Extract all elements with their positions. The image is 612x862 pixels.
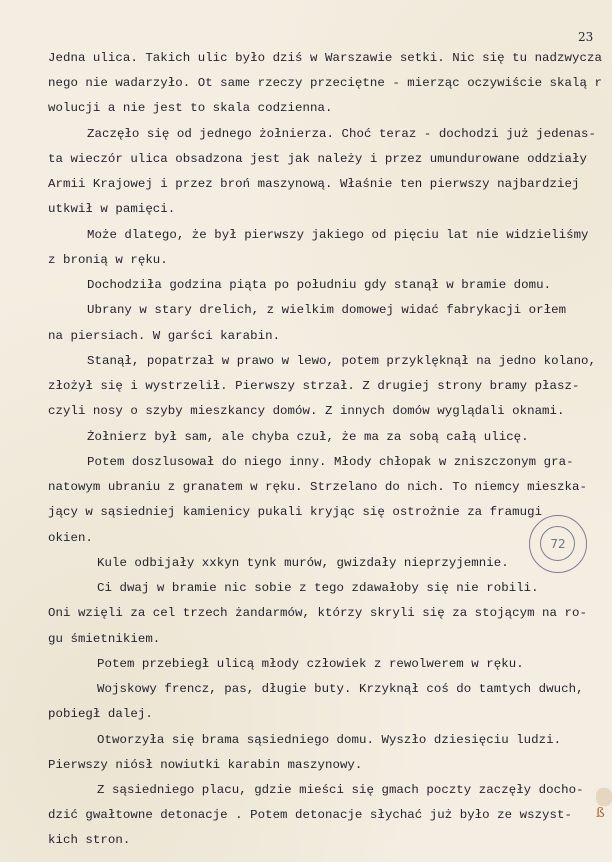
text-line: okien. [48, 531, 93, 545]
text-line: wolucji a nie jest to skala codzienna. [48, 101, 333, 115]
margin-mark: ß [596, 806, 605, 821]
paper-stain [596, 788, 612, 806]
archive-stamp [529, 515, 587, 573]
text-line: Stanął, popatrzał w prawo w lewo, potem przyklęknął na jedno kolano, [87, 354, 597, 368]
text-line: ta wieczór ulica obsadzona jest jak należy i przez umundurowane oddziały [48, 152, 587, 166]
text-line: natowym ubraniu z granatem w ręku. Strzelano do nich. To niemcy mieszka- [48, 480, 587, 494]
text-line: Wojskowy frencz, pas, długie buty. Krzyknął coś do tamtych dwuch, [97, 682, 584, 696]
text-line: na piersiach. W garści karabin. [48, 329, 281, 343]
text-line: z bronią w ręku. [48, 253, 168, 267]
text-line: kich stron. [48, 833, 131, 847]
text-line: gu śmietnikiem. [48, 632, 161, 646]
stamp-number: 72 [550, 537, 566, 551]
page-number: 23 [578, 30, 594, 44]
text-line: Ci dwaj w bramie nic sobie z tego zdawałoby się nie robili. [97, 581, 539, 595]
text-line: złożył się i wystrzelił. Pierwszy strzał. Z drugiej strony bramy płasz- [48, 379, 580, 393]
text-line: Jedna ulica. Takich ulic było dziś w Warszawie setki. Nic się tu nadzwycza [48, 51, 602, 65]
text-line: utkwił w pamięci. [48, 202, 176, 216]
text-line: Żołnierz był sam, ale chyba czuł, że ma za sobą całą ulicę. [87, 430, 529, 444]
text-line: Oni wzięli za cel trzech żandarmów, którzy skryli się za stojącym na ro- [48, 606, 587, 620]
text-line: Potem doszlusował do niego inny. Młody chłopak w zniszczonym gra- [87, 455, 574, 469]
text-line: Zaczęło się od jednego żołnierza. Choć teraz - dochodzi już jedenas- [87, 127, 597, 141]
text-line: pobiegł dalej. [48, 707, 153, 721]
text-line: nego nie wadarzyło. Ot same rzeczy przeciętne - mierząc oczywiście skalą r [48, 76, 602, 90]
text-line: Otworzyła się brama sąsiedniego domu. Wyszło dziesięciu ludzi. [97, 733, 562, 747]
text-line: Kule odbijały xxkyn tynk murów, gwizdały nieprzyjemnie. [97, 556, 509, 570]
text-line: czyli nosy o szyby mieszkancy domów. Z innych domów wyglądali oknami. [48, 404, 565, 418]
text-line: Potem przebiegł ulicą młody człowiek z rewolwerem w ręku. [97, 657, 524, 671]
text-line: Z sąsiedniego placu, gdzie mieści się gmach poczty zaczęły docho- [97, 783, 584, 797]
text-line: jący w sąsiedniej kamienicy pukali kryjąc się ostrożnie za framugi [48, 505, 543, 519]
text-line: Armii Krajowej i przez broń maszynową. Właśnie ten pierwszy najbardziej [48, 177, 580, 191]
text-line: Dochodziła godzina piąta po południu gdy stanął w bramie domu. [87, 278, 552, 292]
text-line: Może dlatego, że był pierwszy jakiego od pięciu lat nie widzieliśmy [87, 228, 589, 242]
text-line: Ubrany w stary drelich, z wielkim domowej widać fabrykacji orłem [87, 303, 567, 317]
text-line: Pierwszy niósł nowiutki karabin maszynowy. [48, 758, 363, 772]
text-line: dzić gwałtowne detonacje . Potem detonacje słychać już było ze wszyst- [48, 808, 572, 822]
